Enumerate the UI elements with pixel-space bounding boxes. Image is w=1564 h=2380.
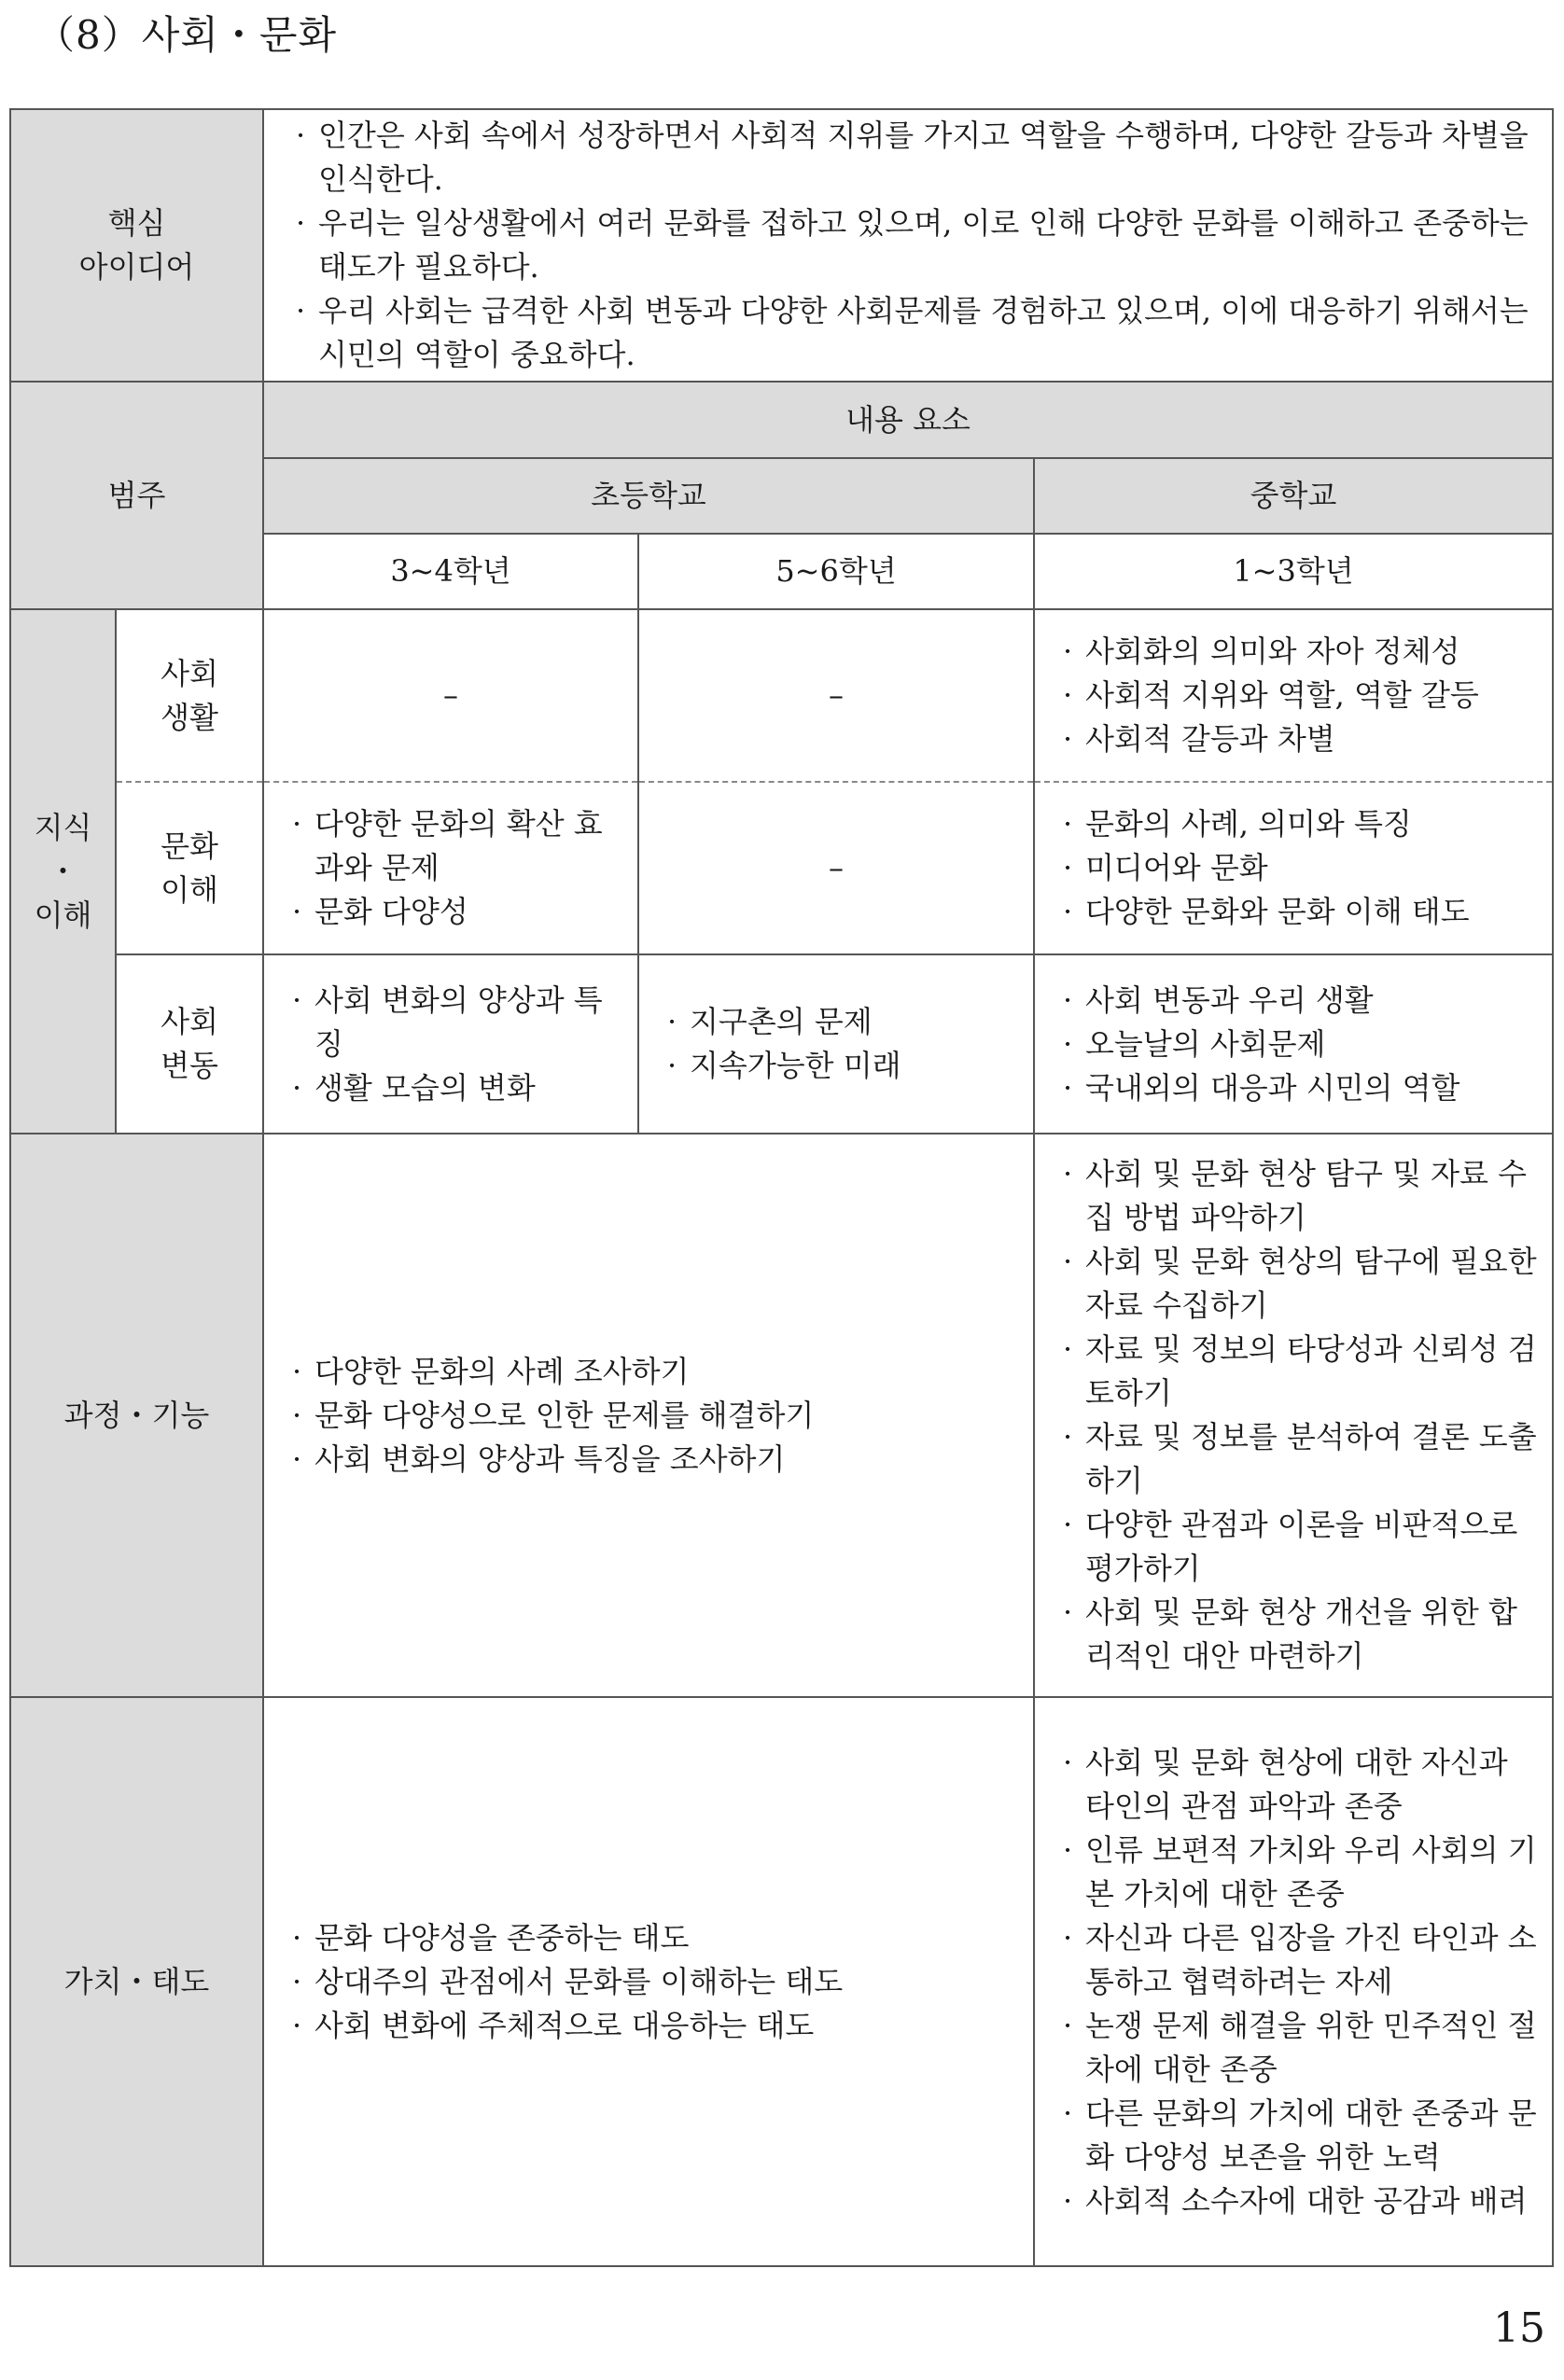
dash-cell: – (638, 609, 1034, 782)
list-item: · 사회 및 문화 현상의 탐구에 필요한 자료 수집하기 (1059, 1240, 1544, 1328)
middle-social-change (1034, 954, 1553, 1134)
list-item: · 자신과 다른 입장을 가진 타인과 소통하고 협력하려는 자세 (1059, 1916, 1544, 2004)
section-title: （8）사회・문화 (35, 12, 338, 58)
content-elements-header: 내용 요소 (263, 382, 1553, 458)
core-idea-content (263, 109, 1553, 382)
list-item: · 사회 변화의 양상과 특징을 조사하기 (288, 1438, 1026, 1482)
list-item: · 다양한 문화의 사례 조사하기 (288, 1350, 1026, 1394)
g34-social-change (263, 954, 638, 1134)
list-item: · 다른 문화의 가치에 대한 존중과 문화 다양성 보존을 위한 노력 (1059, 2092, 1544, 2179)
list-item: · 오늘날의 사회문제 (1059, 1023, 1544, 1066)
list-item: · 우리는 일상생활에서 여러 문화를 접하고 있으며, 이로 인해 다양한 문화를 이해하고 존중하는 태도가 필요하다. (292, 202, 1541, 289)
g34-culture (263, 782, 638, 954)
list-item: · 사회 변화의 양상과 특징 (288, 979, 630, 1066)
list-item: · 다양한 문화의 확산 효과와 문제 (288, 802, 630, 890)
list-item: · 사회적 갈등과 차별 (1059, 717, 1544, 761)
core-idea-label: 핵심 아이디어 (10, 109, 263, 382)
knowledge-row-social-life (10, 609, 1553, 782)
list-item: · 문화 다양성을 존중하는 태도 (288, 1916, 1026, 1960)
sub-category-social-change: 사회 변동 (116, 954, 263, 1134)
list-item: · 사회 및 문화 현상 개선을 위한 합리적인 대안 마련하기 (1059, 1591, 1544, 1678)
list-item: · 문화의 사례, 의미와 특징 (1059, 802, 1544, 846)
process-row (10, 1134, 1553, 1697)
values-row (10, 1697, 1553, 2266)
curriculum-table (9, 108, 1554, 2267)
list-item: · 미디어와 문화 (1059, 846, 1544, 890)
list-item: · 국내외의 대응과 시민의 역할 (1059, 1066, 1544, 1110)
middle-social-life (1034, 609, 1553, 782)
knowledge-label: 지식 ・ 이해 (10, 609, 116, 1134)
list-item: · 문화 다양성으로 인한 문제를 해결하기 (288, 1394, 1026, 1438)
list-item: · 인류 보편적 가치와 우리 사회의 기본 가치에 대한 존중 (1059, 1829, 1544, 1916)
knowledge-row-culture (10, 782, 1553, 954)
list-item: · 다양한 관점과 이론을 비판적으로 평가하기 (1059, 1503, 1544, 1591)
list-item: · 문화 다양성 (288, 890, 630, 934)
sub-category-culture: 문화 이해 (116, 782, 263, 954)
values-label: 가치・태도 (10, 1697, 263, 2266)
list-item: · 인간은 사회 속에서 성장하면서 사회적 지위를 가지고 역할을 수행하며, 다양한 갈등과 차별을 인식한다. (292, 114, 1541, 202)
core-idea-row (10, 109, 1553, 382)
list-item: · 사회 및 문화 현상에 대한 자신과 타인의 관점 파악과 존중 (1059, 1741, 1544, 1829)
list-item: · 생활 모습의 변화 (288, 1066, 630, 1110)
middle-culture (1034, 782, 1553, 954)
list-item: · 우리 사회는 급격한 사회 변동과 다양한 사회문제를 경험하고 있으며, 이에 대응하기 위해서는 시민의 역할이 중요하다. (292, 289, 1541, 377)
list-item: · 상대주의 관점에서 문화를 이해하는 태도 (288, 1960, 1026, 2004)
list-item: · 논쟁 문제 해결을 위한 민주적인 절차에 대한 존중 (1059, 2004, 1544, 2092)
middle-school-header: 중학교 (1034, 458, 1553, 534)
process-label: 과정・기능 (10, 1134, 263, 1697)
values-middle (1034, 1697, 1553, 2266)
page-number: 15 (1493, 2304, 1545, 2352)
grade-5-6-header: 5~6학년 (638, 534, 1034, 609)
grade-3-4-header: 3~4학년 (263, 534, 638, 609)
list-item: · 사회적 지위와 역할, 역할 갈등 (1059, 674, 1544, 717)
list-item: · 자료 및 정보의 타당성과 신뢰성 검토하기 (1059, 1328, 1544, 1415)
process-middle (1034, 1134, 1553, 1697)
grade-1-3-header: 1~3학년 (1034, 534, 1553, 609)
process-elementary (263, 1134, 1034, 1697)
elementary-header: 초등학교 (263, 458, 1034, 534)
list-item: · 사회화의 의미와 자아 정체성 (1059, 630, 1544, 674)
list-item: · 다양한 문화와 문화 이해 태도 (1059, 890, 1544, 934)
list-item: · 사회 변화에 주체적으로 대응하는 태도 (288, 2004, 1026, 2048)
list-item: · 지구촌의 문제 (663, 1000, 1026, 1044)
sub-category-social-life: 사회 생활 (116, 609, 263, 782)
list-item: · 사회 및 문화 현상 탐구 및 자료 수집 방법 파악하기 (1059, 1152, 1544, 1240)
core-idea-list (292, 114, 1541, 377)
list-item: · 사회적 소수자에 대한 공감과 배려 (1059, 2179, 1544, 2223)
list-item: · 자료 및 정보를 분석하여 결론 도출하기 (1059, 1415, 1544, 1503)
knowledge-row-social-change (10, 954, 1553, 1134)
dash-cell: – (263, 609, 638, 782)
dash-cell: – (638, 782, 1034, 954)
g56-social-change (638, 954, 1034, 1134)
values-elementary (263, 1697, 1034, 2266)
header-row-1 (10, 382, 1553, 458)
list-item: · 지속가능한 미래 (663, 1044, 1026, 1088)
list-item: · 사회 변동과 우리 생활 (1059, 979, 1544, 1023)
category-header: 범주 (10, 382, 263, 609)
